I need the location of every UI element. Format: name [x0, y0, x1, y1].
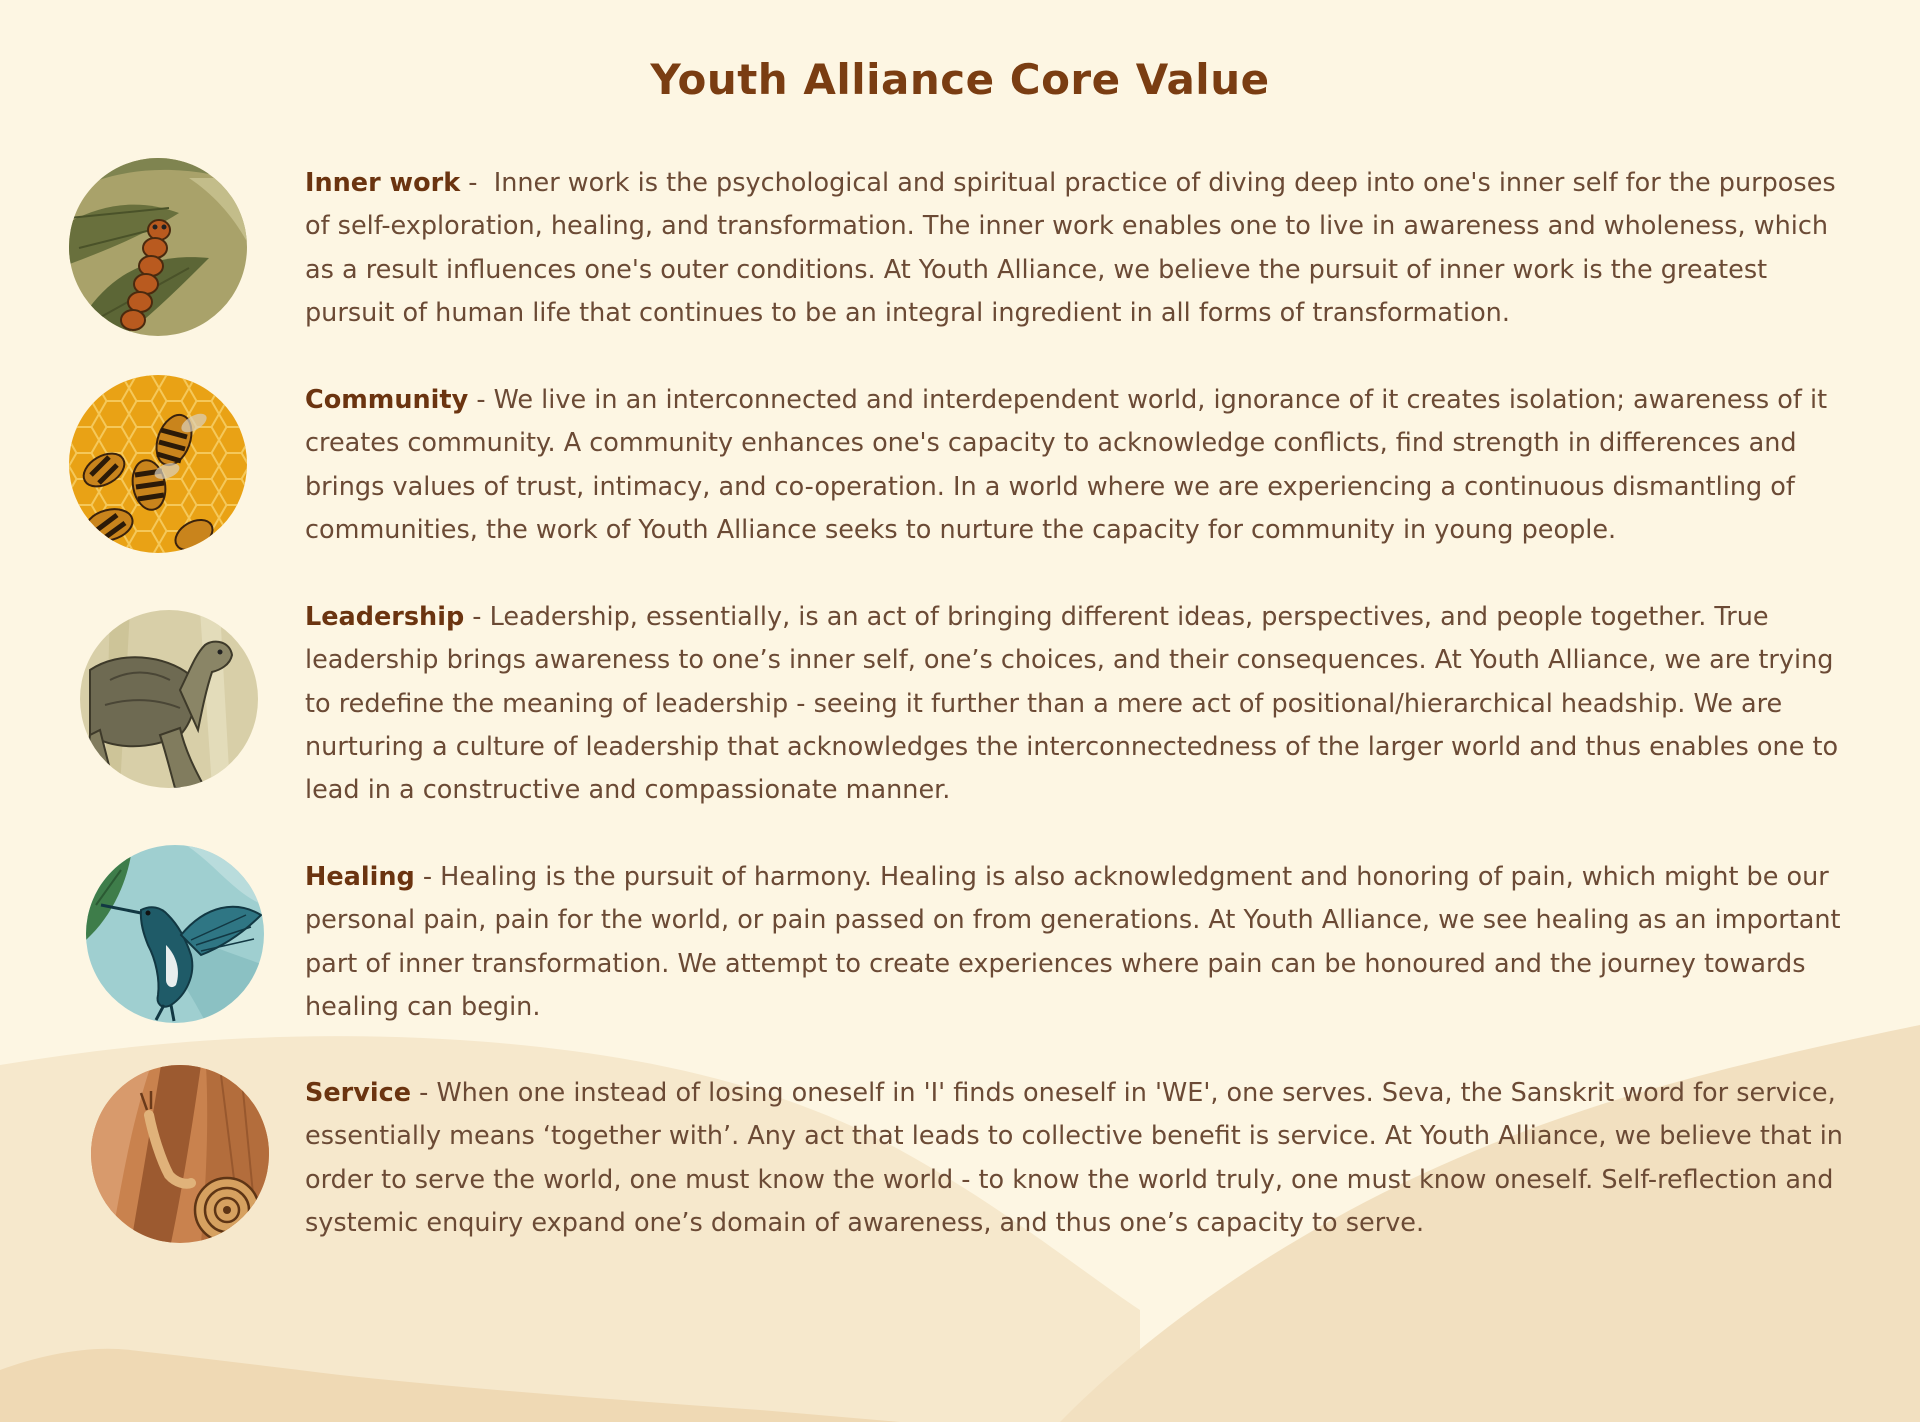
tortoise-icon	[80, 610, 258, 788]
value-separator: -	[468, 385, 494, 415]
value-description: We live in an interconnected and interdependent world, ignorance of it creates isolation; awareness of it creates community. A community enhances one's capacity to acknowledge conflicts, find strength in differences and brings values of trust, intimacy, and co-operation. In a world where we are experiencing a continuous dismantling of communities, the work of Youth Alliance seeks to nurture the capacity for community in young people.	[305, 385, 1828, 545]
value-separator: -	[464, 602, 490, 632]
bees-on-honeycomb-icon	[69, 375, 247, 553]
value-description: When one instead of losing oneself in 'I' finds oneself in 'WE', one serves. Seva, the Sanskrit word for service, essentially means ‘together with’. Any act that leads to collective benefit is service. At Youth Alliance, we believe that in order to serve the world, one must know the world - to know the world truly, one must know oneself. Self-reflection and systemic enquiry expand one’s domain of awareness, and thus one’s capacity to serve.	[305, 1078, 1843, 1238]
value-name: Community	[305, 385, 469, 415]
snail-icon	[91, 1065, 269, 1243]
value-separator: -	[414, 862, 441, 892]
value-separator: -	[460, 168, 494, 198]
value-name: Leadership	[305, 602, 465, 632]
value-separator: -	[411, 1078, 437, 1108]
value-description: Leadership, essentially, is an act of bringing different ideas, perspectives, and people together. True leadership brings awareness to one’s inner self, one’s choices, and their consequences. At Youth Alliance, we are trying to redefine the meaning of leadership - seeing it further than a mere act of positional/hierarchical headship. We are nurturing a culture of leadership that acknowledges the interconnectedness of the larger world and thus enables one to lead in a constructive and compassionate manner.	[305, 602, 1839, 806]
value-description: Healing is the pursuit of harmony. Healing is also acknowledgment and honoring of pain, which might be our personal pain, pain for the world, or pain passed on from generations. At Youth Alliance, we see healing as an important part of inner transformation. We attempt to create experiences where pain can be honoured and the journey towards healing can begin.	[305, 862, 1841, 1022]
value-text	[305, 856, 1845, 1029]
caterpillar-on-leaves-icon	[69, 158, 247, 336]
value-text	[305, 596, 1845, 812]
value-text	[305, 379, 1845, 552]
value-text	[305, 1072, 1845, 1245]
value-name: Service	[305, 1078, 412, 1108]
value-name: Inner work	[305, 168, 461, 198]
sunbird-icon	[86, 845, 264, 1023]
value-name: Healing	[305, 862, 415, 892]
page-title: Youth Alliance Core Value	[650, 55, 1270, 104]
value-description: Inner work is the psychological and spiritual practice of diving deep into one's inner self for the purposes of self-exploration, healing, and transformation. The inner work enables one to live in awareness and wholeness, which as a result influences one's outer conditions. At Youth Alliance, we believe the pursuit of inner work is the greatest pursuit of human life that continues to be an integral ingredient in all forms of transformation.	[305, 168, 1836, 328]
value-text	[305, 162, 1845, 335]
